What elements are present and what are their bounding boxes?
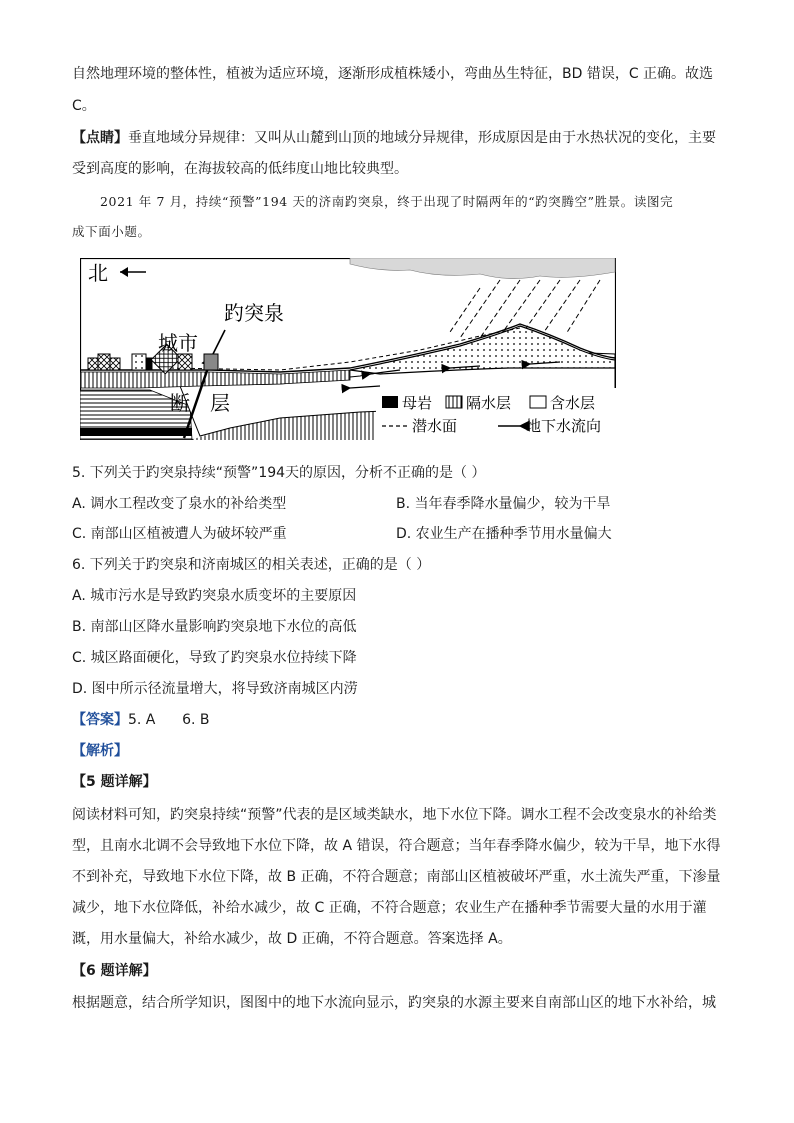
legend-aquiclude: 隔水层 (466, 394, 512, 412)
bedrock-swatch (382, 396, 398, 408)
legend-flow: 地下水流向 (526, 417, 602, 435)
fault-label: 断 (170, 391, 190, 415)
text-line: 自然地理环境的整体性，植被为适应环境，逐渐形成植株矮小，弯曲丛生特征，BD 错误，C 正确。故选 (72, 66, 714, 82)
detail6-tag: 【6 题详解】 (72, 963, 157, 979)
intro-text: 成下面小题。 (72, 224, 151, 239)
legend-bedrock: 母岩 (402, 394, 433, 412)
text-line: 受到高度的影响，在海拔较高的低纬度山地比较典型。 (72, 161, 408, 177)
detail5-tag: 【5 题详解】 (72, 774, 157, 790)
bedrock-layer (80, 428, 192, 436)
q5-option-b: B. 当年春季降水量偏少，较为干旱 (396, 496, 611, 512)
city-label: 城市 (158, 331, 198, 355)
text-line: C。 (72, 98, 96, 114)
q5-option-c: C. 南部山区植被遭人为破坏较严重 (72, 526, 287, 542)
aquiclude-swatch (446, 396, 462, 408)
answer-tag: 【答案】 (72, 712, 128, 728)
detail5-line: 型，且南水北调不会导致地下水位下降，故 A 错误，符合题意；当年春季降水偏少，较为干旱，地下水得 (72, 838, 721, 854)
q6-stem: 6. 下列关于趵突泉和济南城区的相关表述，正确的是（ ） (72, 557, 431, 573)
detail6-line: 根据题意，结合所学知识，图图中的地下水流向显示，趵突泉的水源主要来自南部山区的地下水补给，城 (72, 995, 716, 1011)
q5-option-a: A. 调水工程改变了泉水的补给类型 (72, 496, 287, 512)
geology-cross-section-figure (80, 258, 616, 440)
north-label: 北 (88, 261, 108, 285)
q6-option-c: C. 城区路面硬化，导致了趵突泉水位持续下降 (72, 650, 357, 666)
legend-water-table: 潜水面 (412, 417, 458, 435)
legend-aquifer: 含水层 (550, 394, 596, 412)
q6-option-d: D. 图中所示径流量增大，将导致济南城区内涝 (72, 681, 358, 697)
detail5-line: 阅读材料可知，趵突泉持续“预警”代表的是区域类缺水，地下水位下降。调水工程不会改变泉水的补给类 (72, 807, 717, 823)
dianjing-paragraph (72, 128, 716, 148)
detail5-line: 减少，地下水位降低，补给水减少，故 C 正确，不符合题意；农业生产在播种季节需要大量的水用于灌 (72, 900, 707, 916)
legend (376, 388, 616, 440)
spring-label: 趵突泉 (224, 301, 284, 325)
answer-line (72, 710, 210, 730)
answer-text: 5. A 6. B (128, 712, 210, 728)
q6-option-a: A. 城市污水是导致趵突泉水质变坏的主要原因 (72, 588, 357, 604)
analysis-tag: 【解析】 (72, 743, 128, 759)
intro-text: 2021 年 7 月，持续“预警”194 天的济南趵突泉，终于出现了时隔两年的“趵突腾空”胜景。读图完 (100, 194, 674, 209)
q5-stem: 5. 下列关于趵突泉持续“预警”194天的原因，分析不正确的是（ ） (72, 465, 486, 481)
q6-option-b: B. 南部山区降水量影响趵突泉地下水位的高低 (72, 619, 357, 635)
text-line: 垂直地域分异规律：又叫从山麓到山顶的地域分异规律，形成原因是由于水热状况的变化，主要 (128, 130, 716, 146)
q5-option-d: D. 农业生产在播种季节用水量偏大 (396, 526, 612, 542)
detail5-line: 不到补充，导致地下水位下降，故 B 正确，不符合题意；南部山区植被破坏严重，水土流失严重，下渗量 (72, 869, 721, 885)
dianjing-tag: 【点睛】 (72, 130, 128, 146)
detail5-line: 溉，用水量偏大，补给水减少，故 D 正确，不符合题意。答案选择 A。 (72, 931, 512, 947)
aquifer-swatch (530, 396, 546, 408)
fault-label: 层 (210, 391, 230, 415)
